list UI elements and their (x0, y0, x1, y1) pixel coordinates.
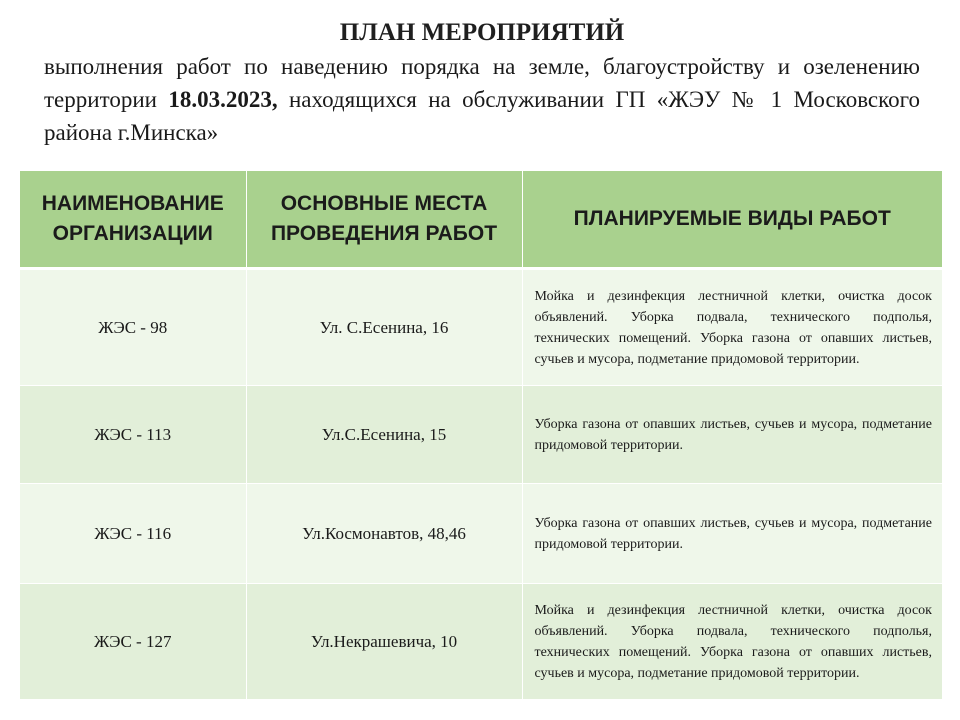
table-row (20, 269, 942, 386)
table-row (20, 584, 942, 700)
column-header-works: ПЛАНИРУЕМЫЕ ВИДЫ РАБОТ (522, 171, 942, 269)
column-header-place: ОСНОВНЫЕ МЕСТА ПРОВЕДЕНИЯ РАБОТ (246, 171, 522, 269)
column-header-organization: НАИМЕНОВАНИЕ ОРГАНИЗАЦИИ (20, 171, 246, 269)
page-title: ПЛАН МЕРОПРИЯТИЙ (339, 19, 625, 46)
subtitle-text-start: выполнения работ по наведению порядка на земле, благоустройству и озеленению территории (44, 54, 920, 112)
table-row (20, 386, 942, 484)
subtitle-date: 18.03.2023, (168, 87, 278, 112)
subtitle-text-end: находящихся на обслуживании ГП «ЖЭУ № 1 Московского района г.Минска» (44, 87, 920, 145)
cell-organization: ЖЭС - 127 (20, 584, 246, 700)
cell-organization: ЖЭС - 116 (20, 484, 246, 584)
cell-place: Ул.С.Есенина, 15 (246, 386, 522, 484)
cell-works: Мойка и дезинфекция лестничной клетки, очистка досок объявлений. Уборка подвала, технического подполья, технических помещений. Уборка газона от опавших листьев, сучьев и мусора, подметание придомовой территории. (522, 269, 942, 386)
cell-place: Ул.Некрашевича, 10 (246, 584, 522, 700)
table-row (20, 484, 942, 584)
cell-place: Ул. С.Есенина, 16 (246, 269, 522, 386)
cell-place: Ул.Космонавтов, 48,46 (246, 484, 522, 584)
cell-works: Мойка и дезинфекция лестничной клетки, очистка досок объявлений. Уборка подвала, технического подполья, технических помещений. Уборка газона от опавших листьев, сучьев и мусора, подметание придомовой территории. (522, 584, 942, 700)
cell-works: Уборка газона от опавших листьев, сучьев и мусора, подметание придомовой территории. (522, 484, 942, 584)
cell-organization: ЖЭС - 113 (20, 386, 246, 484)
cell-organization: ЖЭС - 98 (20, 269, 246, 386)
title-block (44, 16, 920, 149)
cell-works: Уборка газона от опавших листьев, сучьев и мусора, подметание придомовой территории. (522, 386, 942, 484)
page-subtitle (44, 50, 920, 149)
table-header-row (20, 171, 942, 269)
plan-table (20, 171, 942, 700)
